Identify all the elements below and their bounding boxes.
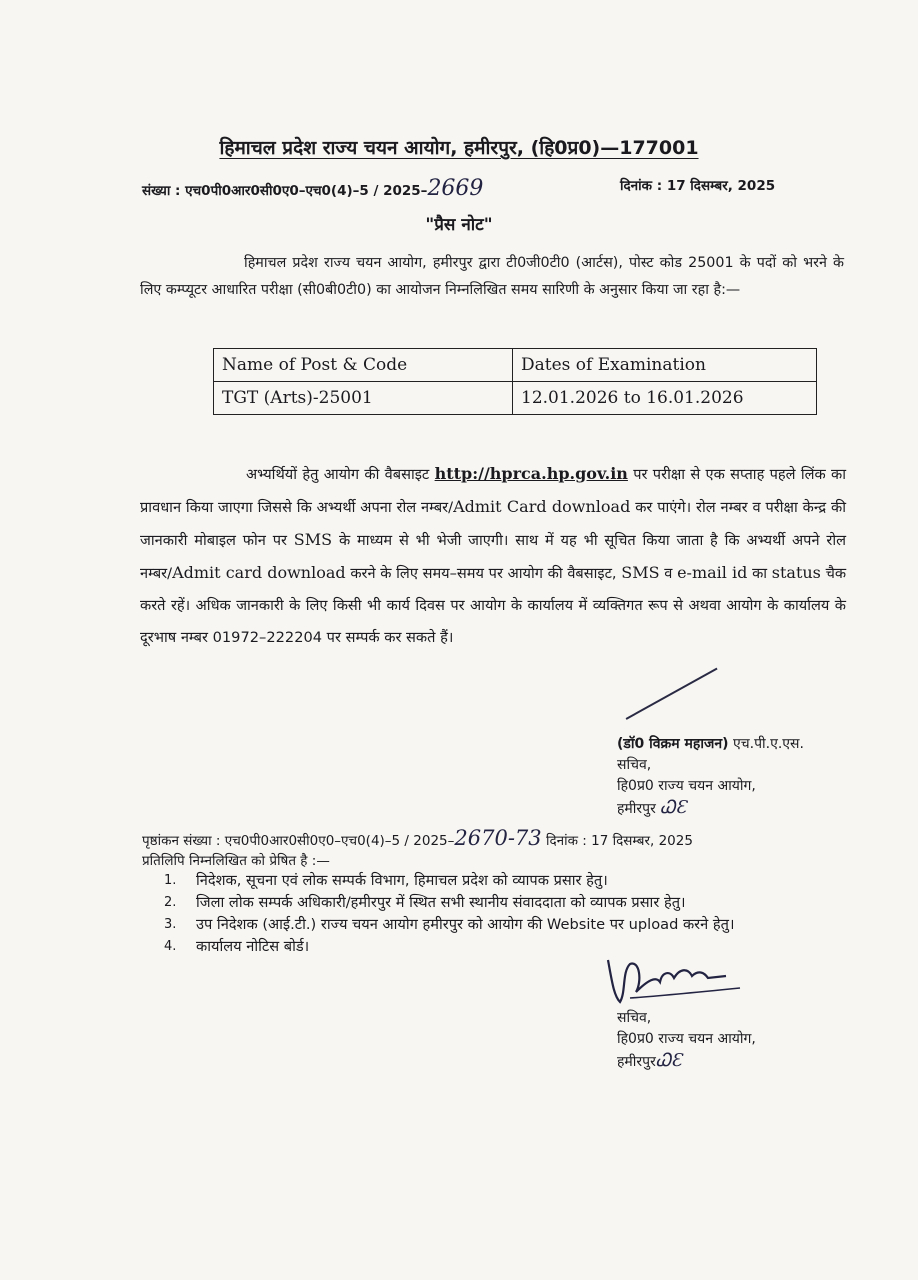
endorsement-number: पृष्ठांकन संख्या : एच0पी0आर0सी0ए0–एच0(4)–5 / 2025– (142, 833, 455, 849)
signature-stroke (626, 668, 718, 720)
reference-number-text: संख्या : एच0पी0आर0सी0ए0–एच0(4)–5 / 2025– (142, 183, 428, 199)
body-text: कर पाएंगे। रोल नम्बर व परीक्षा केन्द्र की जानकारी मोबाइल फोन पर (140, 499, 846, 549)
body-text-latin: e-mail id (677, 563, 748, 582)
table-row (214, 382, 817, 415)
commission-heading: हिमाचल प्रदेश राज्य चयन आयोग, हमीरपुर, (हि0प्र0)—177001 (219, 137, 699, 159)
body-text-latin: Admit card download (172, 563, 346, 582)
cell-exam-dates: 12.01.2026 to 16.01.2026 (513, 382, 817, 415)
copy-to-heading: प्रतिलिपि निम्नलिखित को प्रेषित है :— (142, 853, 330, 869)
endorsement-number-handwritten: 2670-73 (454, 826, 542, 850)
signatory-block (617, 734, 804, 820)
handwritten-signature (600, 952, 750, 1012)
body-text: पर परीक्षा से एक सप्ताह पहले लिंक का प्रावधान किया जाएगा जिससे कि अभ्यर्थी अपना रोल नम्बर/ (140, 466, 847, 516)
signatory-place: हमीरपुर ᏇƐ (617, 797, 687, 818)
endorsement-date: दिनांक : 17 दिसम्बर, 2025 (545, 833, 693, 849)
endorsement-block (142, 828, 693, 871)
second-signatory-block (617, 1008, 756, 1073)
body-text: अभ्यर्थियों हेतु आयोग की वैबसाइट (246, 466, 430, 483)
signatory-name-line (617, 734, 804, 755)
signatory-office: हि0प्र0 राज्य चयन आयोग, (617, 1031, 756, 1047)
body-text-latin: status (771, 563, 821, 582)
table-header-row (214, 349, 817, 382)
signatory-office: हि0प्र0 राज्य चयन आयोग, (617, 778, 756, 794)
cell-post-code: TGT (Arts)-25001 (214, 382, 513, 415)
list-item: 1. निदेशक, सूचना एवं लोक सम्पर्क विभाग, हिमाचल प्रदेश को व्यापक प्रसार हेतु। (164, 872, 608, 889)
body-text: चैक करते रहें। अधिक जानकारी के लिए किसी भी कार्य दिवस पर आयोग के कार्यालय में व्यक्तिगत रूप से अथवा आयोग के कार्यालय के दूरभाष नम्बर 01972–222204 पर सम्पर्क कर सकते हैं। (140, 565, 847, 646)
signatory-place: हमीरपुरᏇƐ (617, 1050, 683, 1071)
list-item: 3. उप निदेशक (आई.टी.) राज्य चयन आयोग हमीरपुर को आयोग की Website पर upload करने हेतु। (164, 916, 735, 933)
endorsement-line (142, 828, 693, 851)
body-text: व (664, 565, 673, 582)
reference-number-handwritten: 2669 (427, 176, 484, 201)
issue-date: दिनांक : 17 दिसम्बर, 2025 (620, 178, 776, 194)
website-link[interactable]: http://hprca.hp.gov.in (434, 464, 628, 483)
signatory-designation: सचिव, (617, 757, 652, 773)
signatory-designation: सचिव, (617, 1010, 652, 1026)
body-text: का (752, 565, 768, 582)
body-text-latin: Admit Card download (453, 497, 631, 516)
body-text: करने के लिए समय–समय पर आयोग की वैबसाइट, (350, 565, 617, 582)
body-text-latin: SMS (621, 563, 660, 582)
reference-number (142, 176, 483, 201)
header-post-code: Name of Post & Code (214, 349, 513, 382)
list-item: 4. कार्यालय नोटिस बोर्ड। (164, 938, 310, 955)
header-exam-dates: Dates of Examination (513, 349, 817, 382)
exam-schedule-table (213, 348, 817, 415)
press-note-title: "प्रैस नोट" (425, 215, 493, 235)
body-text-latin: SMS (293, 530, 333, 549)
instructions-paragraph (140, 458, 846, 654)
list-item: 2. जिला लोक सम्पर्क अधिकारी/हमीरपुर में स्थित सभी स्थानीय संवाददाता को व्यापक प्रसार हेतु। (164, 894, 686, 911)
signatory-service: एच.पी.ए.एस. (732, 736, 804, 752)
body-text: के माध्यम से भी भेजी जाएगी। साथ में यह भी सूचित किया जाता है कि अभ्यर्थी अपने रोल नम्बर/ (140, 532, 847, 582)
signatory-name: (डॉ0 विक्रम महाजन) (617, 736, 729, 752)
intro-paragraph: हिमाचल प्रदेश राज्य चयन आयोग, हमीरपुर द्वारा टी0जी0टी0 (आर्टस), पोस्ट कोड 25001 के पदों को भरने के लिए कम्प्यूटर आधारित परीक्षा (सी0बी0टी0) का आयोजन निम्नलिखित समय सारिणी के अनुसार किया जा रहा है:— (140, 255, 844, 298)
copy-list (142, 870, 842, 958)
